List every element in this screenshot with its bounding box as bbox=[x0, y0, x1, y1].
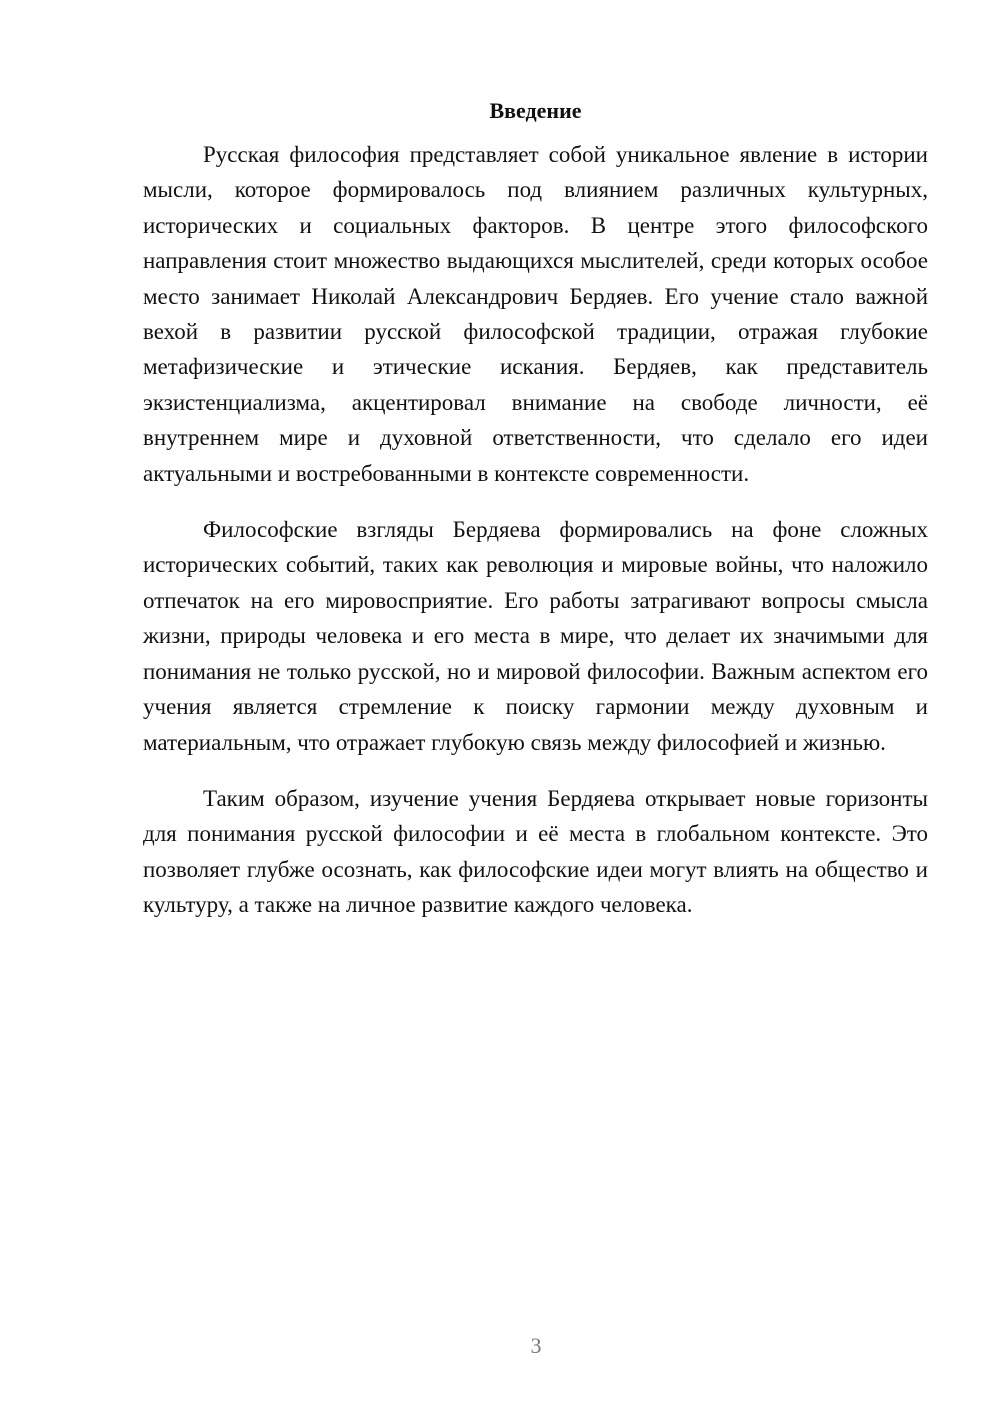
page-number: 3 bbox=[530, 1333, 542, 1358]
paragraph-2: Философские взгляды Бердяева формировались на фоне сложных исторических событий, таких как революция и мировые войны, что наложило отпечаток на его мировосприятие. Его работы затрагивают вопросы смысла жизни, природы человека и его места в мире, что делает их значимыми для понимания не только русской, но и мировой философии. Важным аспектом его учения является стремление к поиску гармонии между духовным и материальным, что отражает глубокую связь между философией и жизнью. bbox=[143, 517, 928, 755]
document-body bbox=[143, 97, 928, 923]
paragraph-3: Таким образом, изучение учения Бердяева открывает новые горизонты для понимания русской философии и её места в глобальном контексте. Это позволяет глубже осознать, как философские идеи могут влиять на общество и культуру, а также на личное развитие каждого человека. bbox=[143, 785, 928, 918]
paragraph-1: Русская философия представляет собой уникальное явление в истории мысли, которое формировалось под влиянием различных культурных, исторических и социальных факторов. В центре этого философского направления стоит множество выдающихся мыслителей, среди которых особое место занимает Николай Александрович Бердяев. Его учение стало важной вехой в развитии русской философской традиции, отражая глубокие метафизические и этические искания. Бердяев, как представитель экзистенциализма, акцентировал внимание на свободе личности, её внутреннем мире и духовной ответственности, что сделало его идеи актуальными и востребованными в контексте современности. bbox=[143, 142, 928, 486]
section-heading: Введение bbox=[489, 98, 582, 123]
